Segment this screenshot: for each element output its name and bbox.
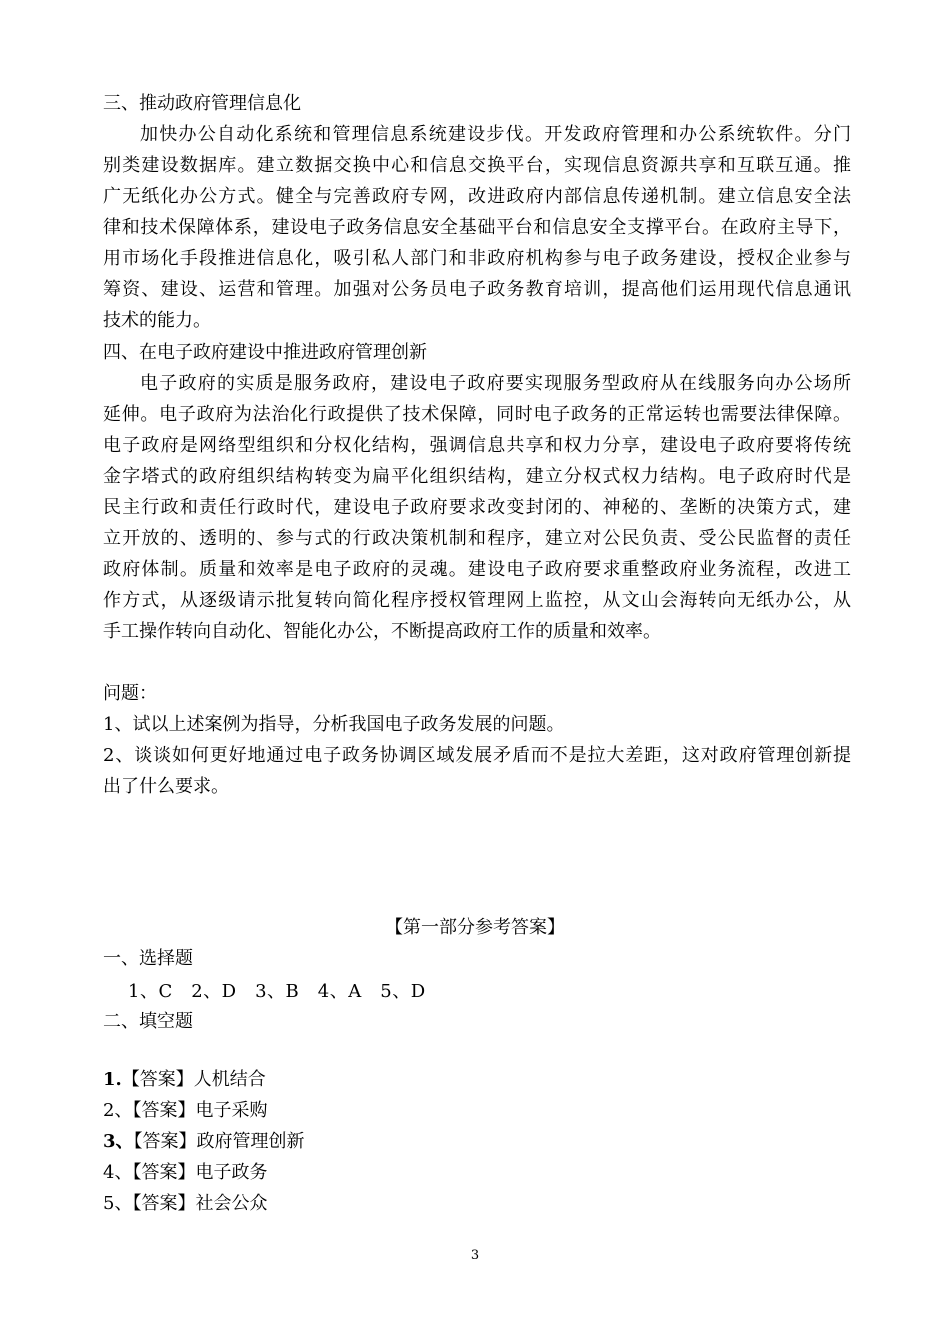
paragraph-line: 加快办公自动化系统和管理信息系统建设步伐。开发政府管理和办公系统软件。分门 xyxy=(140,124,851,145)
fill-answer-number: 3、 xyxy=(103,1131,134,1152)
paragraph-line: 立开放的、透明的、参与式的行政决策机制和程序，建立对公民负责、受公民监督的责任 xyxy=(103,528,851,549)
mcq-answers: 1、C 2、D 3、B 4、A 5、D xyxy=(128,981,426,1002)
fill-answer-number: 5、 xyxy=(103,1193,133,1214)
fill-answer-item xyxy=(103,1099,267,1123)
paragraph-line: 金字塔式的政府组织结构转变为扁平化组织结构，建立分权式权力结构。电子政府时代是 xyxy=(103,466,851,487)
fill-heading: 二、填空题 xyxy=(103,1011,193,1032)
questions-heading: 问题： xyxy=(103,683,157,704)
mcq-heading: 一、选择题 xyxy=(103,948,193,969)
paragraph-line: 电子政府的实质是服务政府，建设电子政府要实现服务型政府从在线服务向办公场所 xyxy=(140,373,851,394)
fill-answer-number: 1. xyxy=(103,1069,122,1090)
question-item: 1、试以上述案例为指导，分析我国电子政务发展的问题。 xyxy=(103,714,565,735)
fill-answer-item xyxy=(103,1192,267,1216)
paragraph-line: 作方式，从逐级请示批复转向简化程序授权管理网上监控，从文山会海转向无纸办公，从 xyxy=(103,590,851,611)
question-item: 2、谈谈如何更好地通过电子政务协调区域发展矛盾而不是拉大差距，这对政府管理创新提 xyxy=(103,745,851,766)
paragraph-line: 律和技术保障体系，建设电子政务信息安全基础平台和信息安全支撑平台。在政府主导下， xyxy=(103,217,851,238)
paragraph-line: 技术的能力。 xyxy=(103,310,211,331)
answers-title: 【第一部分参考答案】 xyxy=(385,917,565,938)
page-number: 3 xyxy=(470,1248,480,1263)
fill-answer-item xyxy=(103,1068,266,1092)
fill-answer-text: 【答案】人机结合 xyxy=(121,1069,266,1090)
fill-answer-text: 【答案】电子采购 xyxy=(132,1100,268,1121)
paragraph-line: 民主行政和责任行政时代，建设电子政府要求改变封闭的、神秘的、垄断的决策方式，建 xyxy=(103,497,851,518)
fill-answer-item xyxy=(103,1161,267,1185)
section-heading: 四、在电子政府建设中推进政府管理创新 xyxy=(103,342,427,363)
fill-answer-text: 【答案】电子政务 xyxy=(132,1162,268,1183)
paragraph-line: 电子政府是网络型组织和分权化结构，强调信息共享和权力分享，建设电子政府要将传统 xyxy=(103,435,851,456)
fill-answer-text: 【答案】政府管理创新 xyxy=(133,1131,305,1152)
section-heading: 三、推动政府管理信息化 xyxy=(103,93,301,114)
paragraph-line: 政府体制。质量和效率是电子政府的灵魂。建设电子政府要求重整政府业务流程，改进工 xyxy=(103,559,851,580)
paragraph-line: 用市场化手段推进信息化，吸引私人部门和非政府机构参与电子政务建设，授权企业参与 xyxy=(103,248,851,269)
fill-answer-text: 【答案】社会公众 xyxy=(132,1193,268,1214)
fill-answer-item xyxy=(103,1130,305,1154)
paragraph-line: 手工操作转向自动化、智能化办公，不断提高政府工作的质量和效率。 xyxy=(103,621,661,642)
question-item-continuation: 出了什么要求。 xyxy=(103,776,229,797)
paragraph-line: 别类建设数据库。建立数据交换中心和信息交换平台，实现信息资源共享和互联互通。推 xyxy=(103,155,851,176)
fill-answer-number: 2、 xyxy=(103,1100,133,1121)
paragraph-line: 延伸。电子政府为法治化行政提供了技术保障，同时电子政务的正常运转也需要法律保障。 xyxy=(103,404,851,425)
fill-answer-number: 4、 xyxy=(103,1162,133,1183)
paragraph-line: 筹资、建设、运营和管理。加强对公务员电子政务教育培训，提高他们运用现代信息通讯 xyxy=(103,279,851,300)
paragraph-line: 广无纸化办公方式。健全与完善政府专网，改进政府内部信息传递机制。建立信息安全法 xyxy=(103,186,851,207)
